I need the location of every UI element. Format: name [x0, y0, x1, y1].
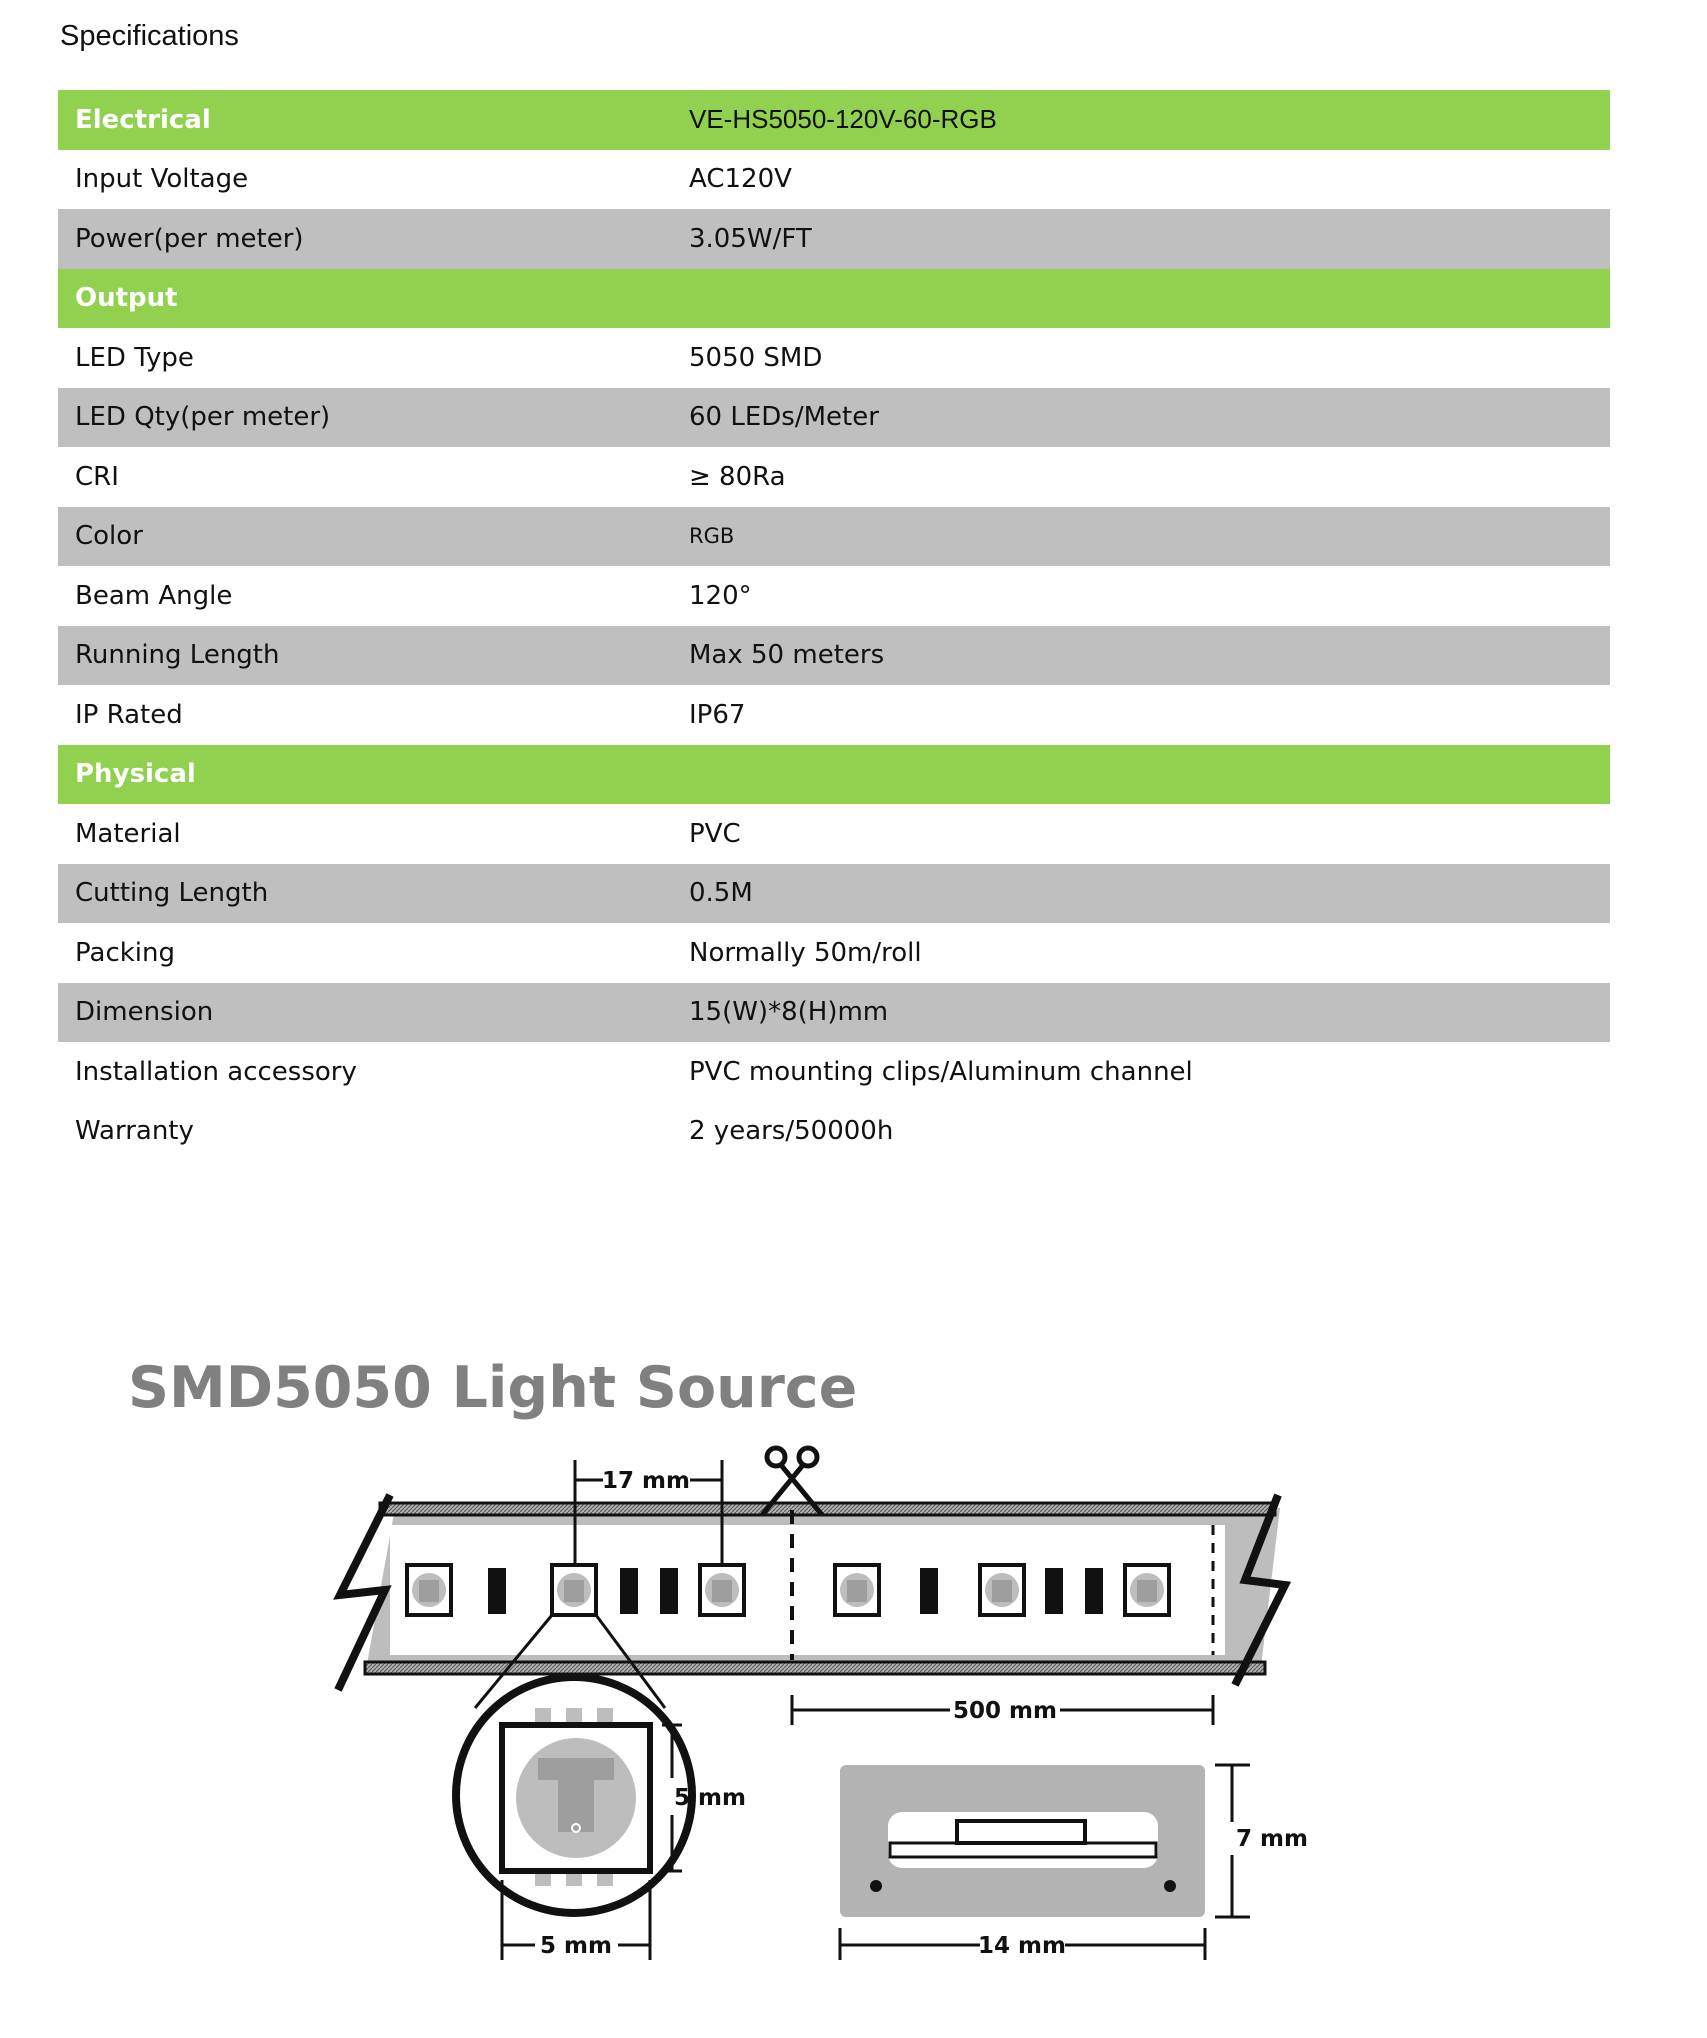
row-value: 60 LEDs/Meter [689, 402, 879, 433]
row-value: AC120V [689, 164, 792, 195]
row-value: 5050 SMD [689, 342, 823, 373]
table-row [58, 1042, 1610, 1102]
table-row [58, 209, 1610, 269]
cut-length-label: 500 mm [953, 1698, 1057, 1724]
table-row [58, 150, 1610, 210]
section-row-output [58, 269, 1610, 329]
led-chip-6 [1125, 1565, 1169, 1615]
table-row [58, 1102, 1610, 1162]
row-value: 0.5M [689, 878, 753, 909]
section-row-electrical [58, 90, 1610, 150]
table-row [58, 388, 1610, 448]
profile-height-dimension [1215, 1765, 1308, 1917]
row-value: RGB [689, 524, 735, 549]
row-value: 2 years/50000h [689, 1116, 894, 1147]
model-number-text: VE-HS5050-120V-60-RGB [689, 104, 997, 135]
led-height-label: 5 mm [674, 1785, 746, 1811]
row-value: PVC mounting clips/Aluminum channel [689, 1056, 1193, 1087]
led-chip-2 [552, 1565, 596, 1615]
row-value: Normally 50m/roll [689, 937, 922, 968]
row-value: PVC [689, 818, 741, 849]
row-label: Warranty [75, 1116, 194, 1147]
row-label: Dimension [75, 997, 214, 1028]
table-row [58, 507, 1610, 567]
led-resistor [488, 1568, 506, 1614]
led-chip-3 [700, 1565, 744, 1615]
led-resistor [1085, 1568, 1103, 1614]
row-label: Physical [75, 759, 196, 790]
profile-height-label: 7 mm [1236, 1826, 1308, 1852]
row-value: 3.05W/FT [689, 223, 812, 254]
light-source-title: SMD5050 Light Source [128, 1355, 858, 1421]
row-label: Power(per meter) [75, 223, 304, 254]
table-row [58, 923, 1610, 983]
row-label: Material [75, 818, 181, 849]
row-label: Input Voltage [75, 164, 249, 195]
row-label: LED Qty(per meter) [75, 402, 331, 433]
table-row [58, 566, 1610, 626]
table-row [58, 864, 1610, 924]
led-chip-4 [835, 1565, 879, 1615]
row-label: Running Length [75, 640, 280, 671]
table-row [58, 983, 1610, 1043]
row-label: IP Rated [75, 699, 183, 730]
magnified-led [456, 1677, 692, 1913]
table-row [58, 328, 1610, 388]
pitch-label: 17 mm [602, 1468, 690, 1494]
page-title: Specifications [60, 20, 239, 52]
row-label: LED Type [75, 342, 194, 373]
profile-cross-section [840, 1765, 1205, 1917]
row-label: Electrical [75, 104, 211, 135]
led-resistor [660, 1568, 678, 1614]
row-label: Color [75, 521, 143, 552]
table-row [58, 804, 1610, 864]
led-strip-diagram [320, 1440, 1308, 1980]
row-label: Beam Angle [75, 580, 233, 611]
row-label: Output [75, 283, 178, 314]
cut-length-dimension [792, 1695, 1213, 1725]
spec-table [58, 90, 1610, 1161]
profile-width-dimension [840, 1928, 1205, 1960]
row-value: IP67 [689, 699, 746, 730]
led-resistor [1045, 1568, 1063, 1614]
table-row [58, 685, 1610, 745]
row-label: Packing [75, 937, 176, 968]
led-width-label: 5 mm [540, 1933, 612, 1959]
profile-width-label: 14 mm [978, 1933, 1066, 1959]
model-number [689, 104, 997, 135]
led-chip-5 [980, 1565, 1024, 1615]
row-value: Max 50 meters [689, 640, 885, 671]
row-value: 15(W)*8(H)mm [689, 997, 889, 1028]
row-label: CRI [75, 461, 119, 492]
row-value: ≥ 80Ra [689, 461, 786, 492]
row-label: Cutting Length [75, 878, 269, 909]
led-chip-1 [407, 1565, 451, 1615]
section-row-physical [58, 745, 1610, 805]
table-row [58, 626, 1610, 686]
led-resistor [920, 1568, 938, 1614]
row-label: Installation accessory [75, 1056, 357, 1087]
table-row [58, 447, 1610, 507]
led-resistor [620, 1568, 638, 1614]
row-value: 120° [689, 580, 752, 611]
